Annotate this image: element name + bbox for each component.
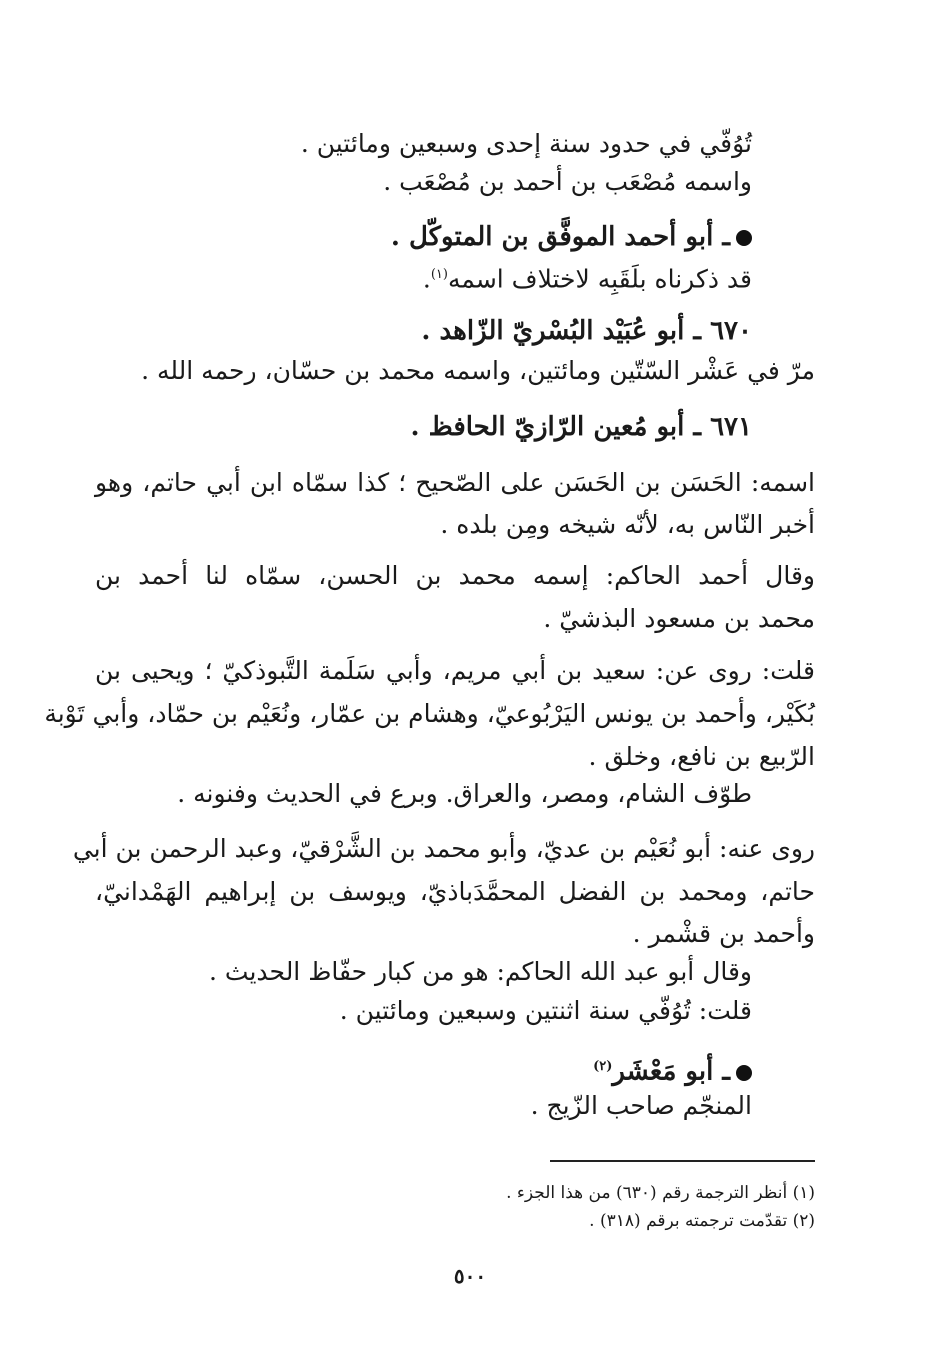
footnote: (٢) تقدّمت ترجمته برقم (٣١٨) . [589, 1211, 815, 1231]
entry-heading: ـ أبو أحمد الموفَّق بن المتوكّل . [391, 218, 752, 256]
footnote: (١) أنظر الترجمة رقم (٦٣٠) من هذا الجزء . [506, 1183, 815, 1203]
text-line: قلت: تُوُفّي سنة اثنتين وسبعين ومائتين . [339, 996, 752, 1025]
text-line: وقال أبو عبد الله الحاكم: هو من كبار حفّاظ الحديث . [209, 957, 752, 986]
entry-heading: ـ أبو مَعْشَر$^{(٢)}$ [593, 1048, 752, 1091]
text-line: المنجّم صاحب الزّيج . [530, 1091, 752, 1120]
text-line: اسمه: الحَسَن بن الحَسَن على الصّحيح ؛ كذا سمّاه ابن أبي حاتم، وهو [95, 468, 815, 497]
text-line: وقال أحمد الحاكم: إسمه محمد بن الحسن، سمّاه لنا أحمد بن [95, 561, 815, 590]
text-line: بُكَيْر، وأحمد بن يونس اليَرْبُوعيّ، وهشام بن عمّار، ونُعَيْم بن حمّاد، وأبي تَوْبة [44, 699, 815, 728]
footnote-divider [550, 1160, 815, 1162]
text-line: مرّ في عَشْر السّتّين ومائتين، واسمه محمد بن حسّان، رحمه الله . [141, 356, 815, 385]
text-line: قلت: روى عن: سعيد بن أبي مريم، وأبي سَلَمة التَّبوذكيّ ؛ ويحيى بن [95, 656, 815, 685]
text-line: حاتم، ومحمد بن الفضل المحمَّدَباذيّ، ويوسف بن إبراهيم الهَمْدانيّ، [95, 877, 815, 906]
text-line: وأحمد بن قشْمر . [632, 919, 815, 948]
entry-heading: ٦٧٠ ـ أبو عُبَيْد البُسْريّ الزّاهد . [421, 316, 752, 346]
text-line: واسمه مُصْعَب بن أحمد بن مُصْعَب . [383, 167, 752, 196]
text-line: الرّبيع بن نافع، وخلق . [588, 742, 815, 771]
bullet-icon [736, 230, 752, 246]
entry-heading: ٦٧١ ـ أبو مُعين الرّازيّ الحافظ . [410, 412, 752, 442]
text-line: قد ذكرناه بلَقَبِه لاختلاف اسمه$^{(١)}$. [422, 264, 752, 294]
text-line: أخبر النّاس به، لأنّه شيخه ومِن بلده . [440, 510, 815, 539]
text-line: محمد بن مسعود البذشيّ . [543, 604, 815, 633]
page-number: ٥٠٠ [453, 1264, 487, 1288]
bullet-icon [736, 1065, 752, 1081]
text-line: روى عنه: أبو نُعَيْم بن عديّ، وأبو محمد بن الشَّرْقيّ، وعبد الرحمن بن أبي [72, 834, 815, 863]
text-line: تُوُفّي في حدود سنة إحدى وسبعين ومائتين . [300, 129, 752, 158]
footnote-ref: (١) [430, 267, 448, 282]
text-line: طوّف الشام، ومصر، والعراق. وبرع في الحديث وفنونه . [177, 779, 752, 808]
footnote-ref: (٢) [593, 1059, 613, 1074]
